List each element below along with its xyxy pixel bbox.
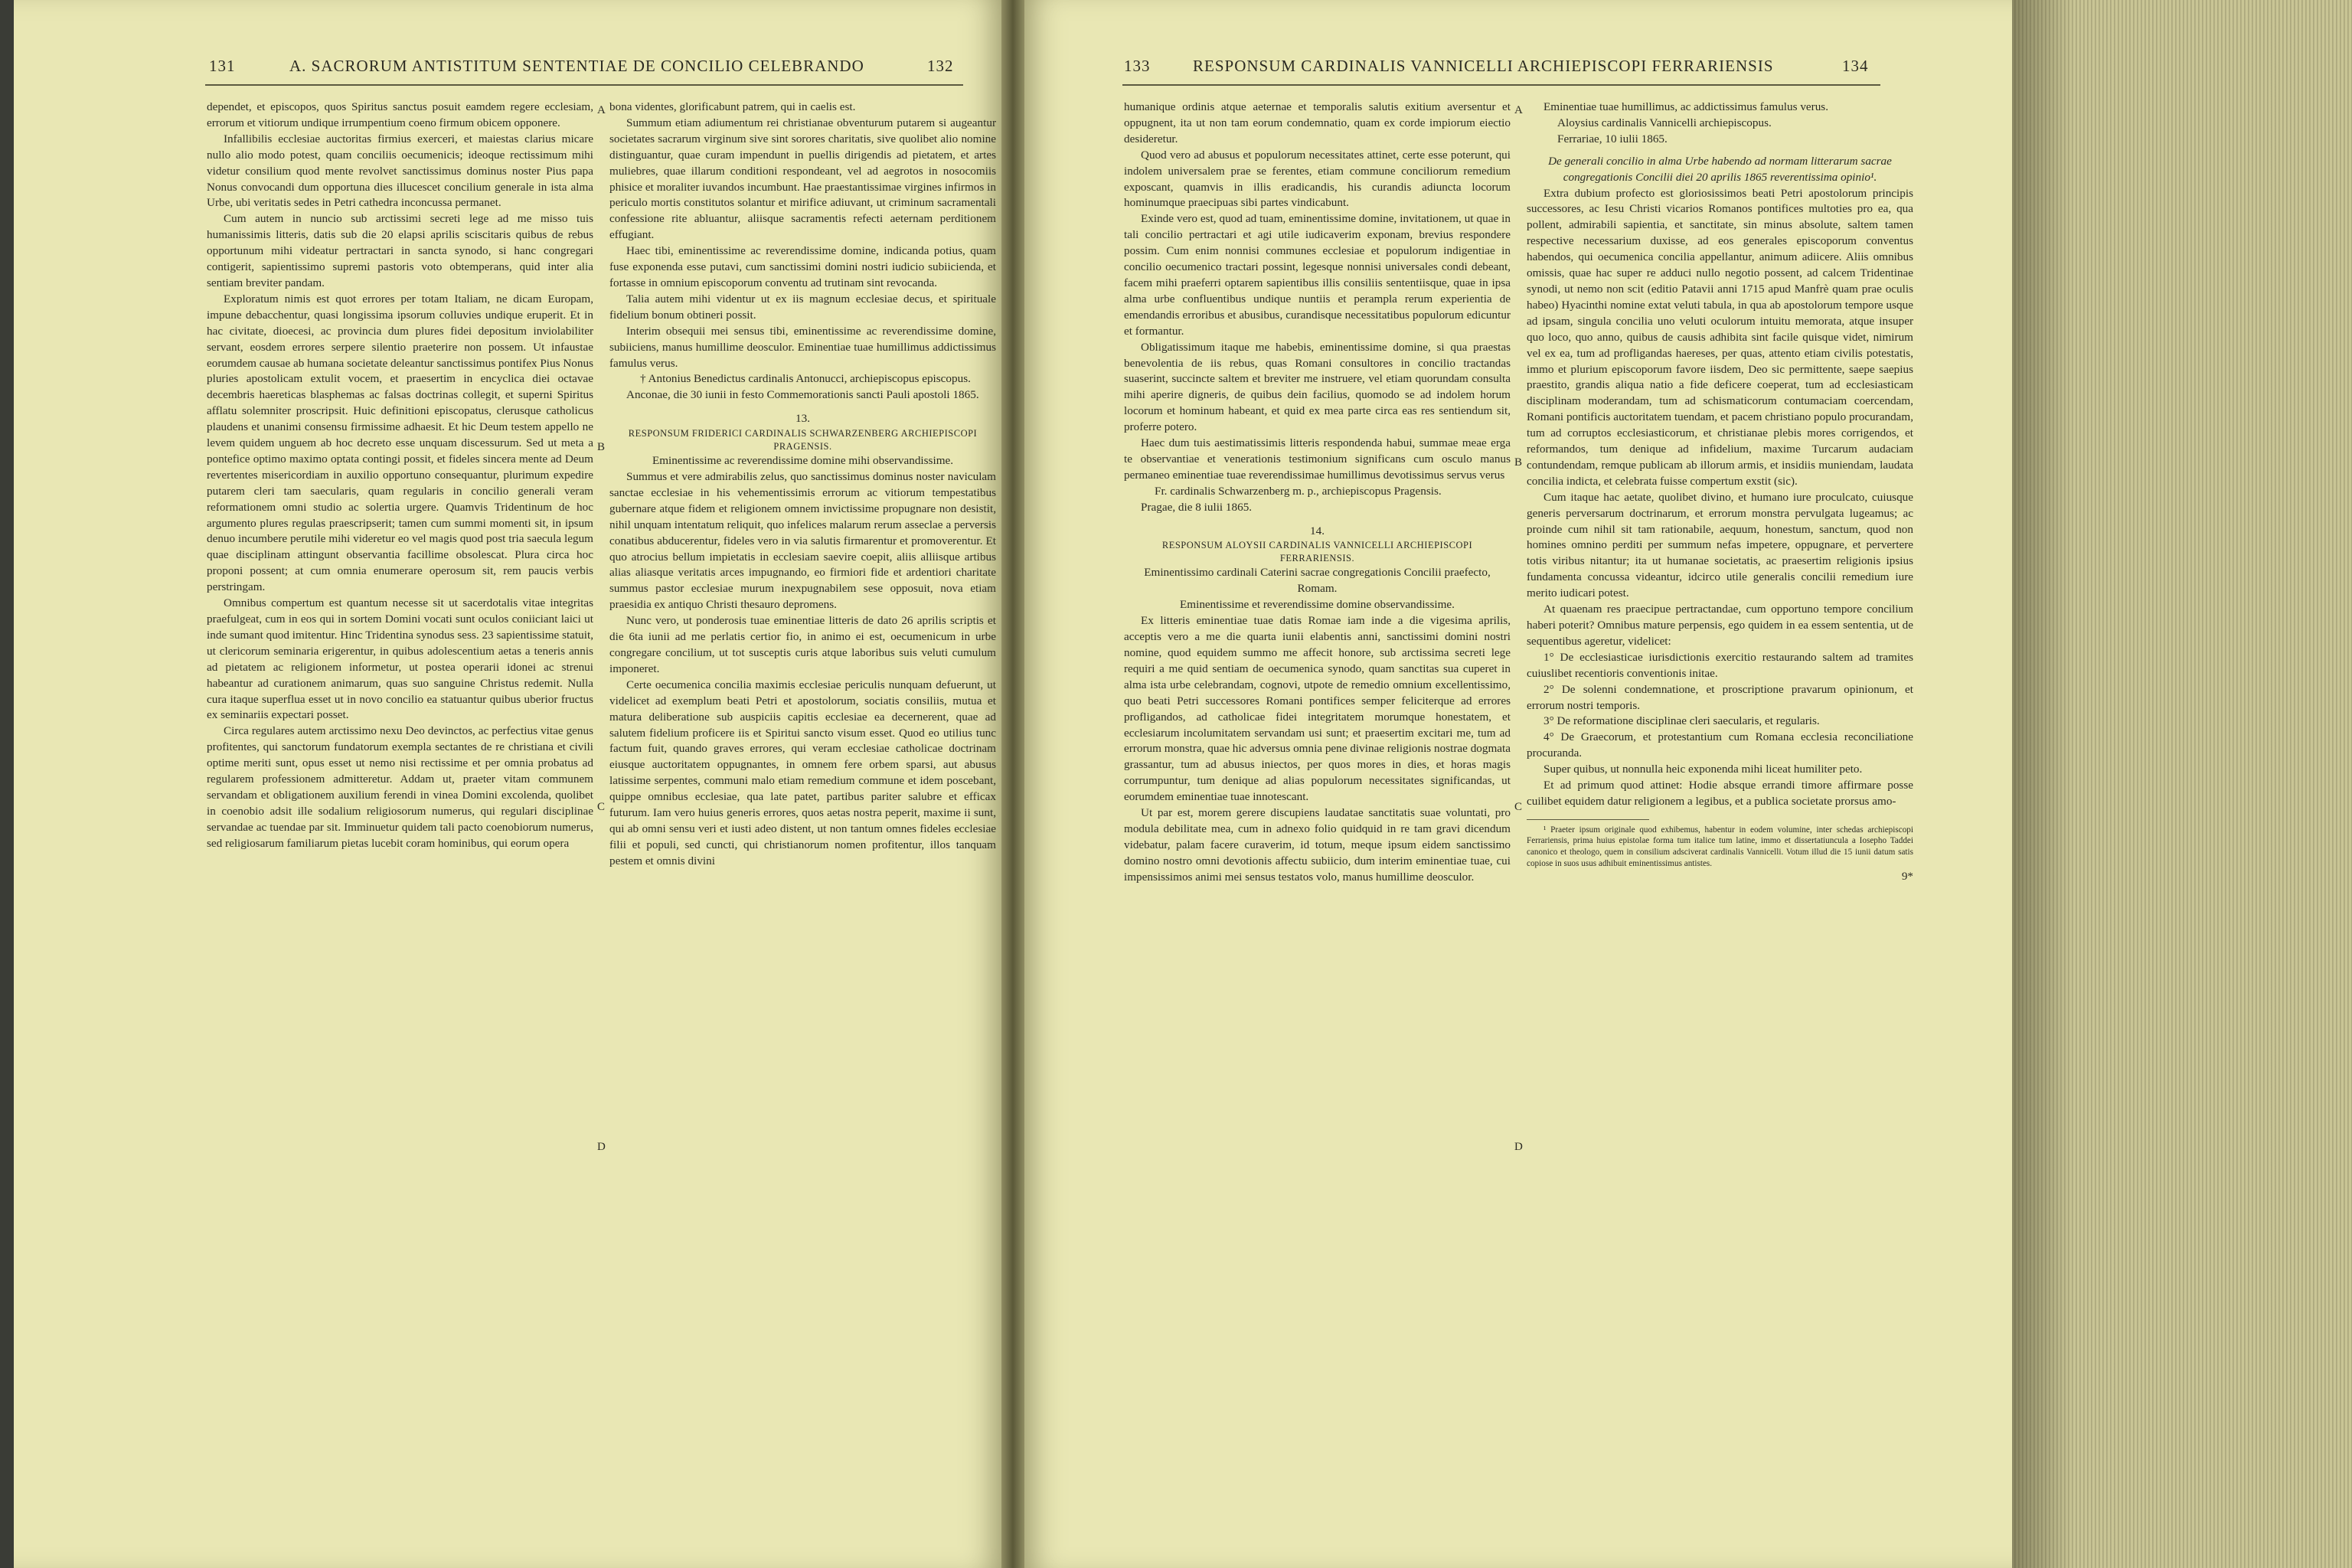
date-line: Anconae, die 30 iunii in festo Commemorationis sancti Pauli apostoli 1865. — [626, 388, 979, 402]
signature: Fr. cardinalis Schwarzenberg m. p., archiepiscopus Pragensis. — [1155, 484, 1442, 498]
margin-letter-d: D — [597, 1141, 606, 1153]
paragraph: Ex litteris eminentiae tuae datis Romae iam inde a die vigesima aprilis, acceptis vero a me die quarta iunii elabentis anni, sanctissimi domini nostri nomine, quod equidem summo me affecit honore, sub arctissima secreti lege requiri a me quid sentiam de oecumenica synodo, quam sanctitas sua cuperet in alma ista urbe celebrandam, cognovi, utpote de remedio omnium excellentissimo, quo beati Petri successores Romani pontifices semper feliciterque ad errores profligandos, ad catholicae fidei integritatem morumque honestatem, et ecclesiarum incolumitatem servandam usi sunt; et praesertim excitari me, tum ad errorum monstra, quae hic adversus omnia pene divinae religionis nostrae dogmata grassantur, tum ad abusus iniectos, per quos mores in dies, et horas magis corrumpuntur, tum denique ad alias populorum necessitates significandas, ut eorumdem eminentiae tuae innotescant. — [1124, 614, 1511, 804]
list-item: 4° De Graecorum, et protestantium cum Romana ecclesia reconciliatione procuranda. — [1527, 730, 1913, 760]
paragraph: Omnibus compertum est quantum necesse sit ut sacerdotalis vitae integritas praefulgeat, cum in eos qui in sortem Domini vocati sunt oculos coniiciant laici ut inde sumant quod imitentur. Hinc Tridentina synodus sess. 23 sapientissime statuit, ut clericorum seminaria erigerentur, in quibus adolescentium aetas a teneris annis ad pietatem ac religionem informetur, ut postea operarii idonei ac strenui habeantur ad curationem animarum, quas suo sanguine Christus redemit. Nulla cura itaque superflua esset ut in novo concilio ea statuantur quibus uberior fructus ex seminariis expectari posset. — [207, 596, 593, 722]
left-column-1 — [207, 100, 593, 852]
left-page-title: A. SACRORUM ANTISTITUM SENTENTIAE DE CONCILIO CELEBRANDO — [289, 57, 864, 75]
paragraph: Infallibilis ecclesiae auctoritas firmius exerceri, et maiestas clarius micare nullo alio modo potest, quam conciliis oecumenicis; ideoque rectissimum mihi videtur consilium quod mente revolvet sanctissimus dominus noster Pius papa Nonus convocandi dum opportuna dies illucescet concilium generale in ista alma Urbe, ubi veritatis sedes in Petri cathedra inconcussa permanet. — [207, 132, 593, 210]
salutation: Eminentissime et reverendissime domine observandissime. — [1180, 598, 1455, 612]
page-number-131: 131 — [209, 57, 236, 75]
section-number: 13. — [795, 412, 810, 426]
margin-letter-a: A — [597, 104, 606, 116]
margin-letter-c: C — [597, 801, 606, 813]
addressee: Eminentissimo cardinali Caterini sacrae congregationis Concilii praefecto, Romam. — [1144, 566, 1491, 596]
margin-letter-b: B — [1514, 456, 1523, 469]
paragraph: Certe oecumenica concilia maximis ecclesiae periculis nunquam defuerunt, ut videlicet ad exemplum beati Petri et apostolorum, sociatis consiliis, mutua et matura deliberatione sub auspiciis capitis ecclesiae ea decernerent, quae ad salutem fidelium proficere iis et Spiritui sancto visum esset. Quod eo utilius tunc factum fuit, quando graves errores, qui veram ecclesiae catholicae doctrinam eiusque auctoritatem oppugnantes, in omnem fere orbem sparsi, aut abusus latissime serpentes, communi malo etiam remedium commune et idem poscebant, quippe omnibus ecclesiae, qua late patet, partibus pariter salubre et efficax futurum. Iam vero huius generis errores, quos aetas nostra peperit, maxime ii sunt, qui ab omni sensu veri et iusti adeo distent, ut non tantum omnes fideles ecclesiae filii et populi, sed cuncti, qui christianorum nomen profitentur, illos tanquam pestem et omnis divini — [609, 678, 996, 867]
paragraph: At quaenam res praecipue pertractandae, cum opportuno tempore concilium haberi poterit? Omnibus mature perpensis, ego quidem in ea essem sententia, ut de sequentibus ageretur, videlicet: — [1527, 603, 1913, 648]
paragraph: Cum itaque hac aetate, quolibet divino, et humano iure proculcato, cuiusque generis perversarum doctrinarum, et errorum monstra pervulgata lugeamus; ac proinde cum nihil sit tam rationabile, aequum, honestum, sanctum, quod non homines omnino perditi per summum nefas impetere, oppugnare, et pervertere totis viribus nitantur; ita ut humanae societatis, ac praesertim religionis ipsius fundamenta concussa videantur, idcirco utile generalis concilii remedium iure merito iudicari potest. — [1527, 490, 1913, 600]
margin-letter-a: A — [1514, 104, 1523, 116]
footnote-rule — [1527, 819, 1649, 820]
paragraph: Exploratum nimis est quot errores per totam Italiam, ne dicam Europam, impune debacchentur, quasi longissima ipsorum colluvies undique eruperit. Et in hac civitate, dioecesi, ac provincia dum plures fidei depositum inviolabiliter servant, eosdem errores serpere silentio praeterire non possem. Ut infaustae eorumdem causae ab humana societate deleantur sanctissimus pontifex Pius Nonus pluries apostolicam extulit vocem, et praesertim in encyclica diei octavae decembris haereticas blasphemas ac falsas doctrinas collegit, et superni Spiritus afflatu solemniter proscripsit. Huic definitioni episcopatus, clerusque catholicus plaudens et unanimi consensu firmissime adhaesit. Et hic Deum testem appello ne levem quidem unguem ab hoc decreto esse unquam discessurum. Sed ut meta a pontefice optimo maximo optata contingi possit, et fideles sincera mente ad Deum revertentes misericordiam in auxilio opportuno consequantur, plurimum expedire putarem cleri tam saecularis, quam regularis in concilio generali veram reformationem omni studio ac solertia urgere. Quamvis Tridentinum de hoc argumento plures regulas praescripserit; tamen cum summi momenti sit, in ipsum denuo incumbere perutile mihi videretur eo vel magis quod post tria saecula legum quae disciplinam attingunt observantia facillime obsolescat. Plura circa hoc proponi possent; at cum omnia enumerare operosum sit, rem paucis verbis perstringam. — [207, 292, 593, 594]
paragraph: humanique ordinis atque aeternae et temporalis salutis exitium aversentur et oppugnent, ita ut non tam eorum condemnatio, quam ex corde impiorum eiectio desideretur. — [1124, 100, 1511, 145]
paragraph: Haec dum tuis aestimatissimis litteris respondenda habui, summae meae erga te observantiae et venerationis testimonium significans cum osculo manus permaneo eminentiae tuae reverendissimae humillimus devotissimus servus verus — [1124, 436, 1511, 482]
paragraph: Et ad primum quod attinet: Hodie absque errandi timore affirmare posse cuilibet equidem datur religionem a legibus, et a publica societate prorsus amo- — [1527, 779, 1913, 808]
paragraph: Summum etiam adiumentum rei christianae obventurum putarem si augeantur societates sacrarum virginum sive sint sorores charitatis, sive quolibet alio nomine distinguantur, quae curam impendunt in puellis dirigendis ad pietatem, et artes muliebres, quae illarum conditioni respondeant, vel ad aegrotos in nosocomiis phisice et moraliter iuvandos incumbunt. Hae praestantissimae virgines infirmos in periculo mortis constitutos solantur et mirifice adiuvant, ut criminum sacramentali confessione rite abluantur, aliisque sacramentis refecti aeternam perditionem effugiant. — [609, 116, 996, 242]
paragraph: Circa regulares autem arctissimo nexu Deo devinctos, ac perfectius vitae genus profitentes, qui sanctorum fundatorum exempla sectantes de re christiana et civili optime meriti sunt, opus esset ut nemo nisi rectissime et per omnia probatus ad regularem professionem admitteretur. Addam ut, praeter vitam communem servandam et obligationem auxilium ferendi in vinea Domini excolenda, quolibet in coenobio adsit ille sodalium religiosorum numerus, qui regulari disciplinae servandae ac tuendae par sit. Imminuetur quidem tali pacto coenobiorum numerus, sed religiosarum familiarum pietas lucebit coram hominibus, qui eorum opera — [207, 724, 593, 850]
book-gutter — [1001, 0, 1024, 1568]
paragraph: Exinde vero est, quod ad tuam, eminentissime domine, invitationem, ut quae in tali concilio pertractari et agi utile iudicaverim exponam, brevius respondere possim. Cum enim nonnisi communes ecclesiae et populorum indigentiae in concilio oecumenico tractari possint, legesque nonnisi universales condi debeant, facem mihi praeferri optarem sapientibus illis consiliis sententiisque, quae in ipsa alma urbe confluentibus undique nuntiis et perampla rerum experientia de emendandis erroribus et abusibus, curandisque necessitatibus populorum edicuntur et formantur. — [1124, 212, 1511, 338]
margin-letter-b: B — [597, 441, 606, 453]
header-rule — [205, 84, 963, 86]
paragraph: Ut par est, morem gerere discupiens laudatae sanctitatis suae voluntati, pro modula debilitate mea, cum in adnexo folio quidquid in re tam gravi dicendum videbatur, palam facere curaverim, id totum, meque ipsum eidem sanctissimo domino nostro omni devotionis affectu subiicio, dum interim eminentiae tuae, cui impensissimos animi mei sensus testatos volo, manus humillime deosculor. — [1124, 806, 1511, 884]
left-page — [14, 0, 1001, 1568]
page-number-132: 132 — [927, 57, 954, 75]
page-edges-shadow — [2012, 0, 2073, 1568]
list-item: 3° De reformatione disciplinae cleri saecularis, et regularis. — [1544, 714, 1820, 728]
signature-mark: 9* — [1901, 870, 1913, 884]
salutation: Eminentissime ac reverendissime domine mihi observandissime. — [652, 454, 954, 468]
paragraph: Talia autem mihi videntur ut ex iis magnum ecclesiae decus, et spirituale fidelium bonum obtineri possit. — [609, 292, 996, 322]
section-number: 14. — [1310, 524, 1325, 537]
closing-line: Eminentiae tuae humillimus, ac addictissimus famulus verus. — [1544, 100, 1829, 113]
paragraph: Obligatissimum itaque me habebis, eminentissime domine, si qua praestas benevolentia de iis rebus, quas Romani consultores in concilio tractandas suaserint, succincte saltem et breviter me instruere, vel etiam quorundam consulta mihi aperire digneris, de quibus dein facilius, quomodo se ad indolem horum locorum et hominum habeant, et quid ex mea parte circa eas res sentiendum sit, proferre potero. — [1124, 340, 1511, 434]
header-rule — [1122, 84, 1880, 86]
signature: Aloysius cardinalis Vannicelli archiepiscopus. — [1557, 116, 1772, 129]
paragraph: dependet, et episcopos, quos Spiritus sanctus posuit eamdem regere ecclesiam, errorum et vitiorum undique irrumpentium coeno firmum obicem opponere. — [207, 100, 593, 129]
signature: † Antonius Benedictus cardinalis Antonucci, archiepiscopus episcopus. — [640, 372, 971, 386]
list-item: 2° De solenni condemnatione, et proscriptione pravarum opinionum, et errorum nostri temporis. — [1527, 682, 1913, 712]
margin-letter-d: D — [1514, 1141, 1523, 1153]
paragraph: Quod vero ad abusus et populorum necessitates attinet, certe esse poterunt, qui indolem universalem prae se ferentes, etiam commune conciliorum remedium exposcant, quamvis in illis eradicandis, his curandis adiuncta locorum hominumque praecipuas sibi partes vindicabunt. — [1124, 148, 1511, 210]
margin-letter-c: C — [1514, 801, 1523, 813]
paragraph: Extra dubium profecto est gloriosissimos beati Petri apostolorum principis successores, ac Iesu Christi vicarios Romanos pontifices multoties pro ea, qua pollent, admirabili sapientia, et sanctitate, sin minus absolute, saltem tamen respective necessarium duxisse, ad eos generales episcoporum conventus habendos, qui oecumenica concilia appellantur, animum adiicere. Aliis omnibus omissis, quae hac super re adduci nullo negotio possent, ad calcem Tridentinae synodi, ut nemo non scit (editio Patavii anni 1715 apud Manfrè quam prae oculis habeo) Hyacinthi nomine extat veluti tabula, in qua ab apostolorum tempore usque ad ipsam, singula concilia uno veluti oculorum intuitu memorata, atque insuper quo loco, quo anno, quibus de causis adhibita sint facile quisque videt, nimirum vel ex ea, tum ad profligandas haereses, per quas, attento etiam civilis potestatis, immo et plurium episcoporum favore iisdem, Deo sic permittente, saepe saepius praestito, grandis aliqua natio a fide deficere coeperat, tum ad ecclesiasticam disciplinam moderandam, tum ad schismaticorum contumaciam coercendam, Romani pontificis auctoritatem tuendam, et pacem christiano populo procurandam, tum ad corruptos ecclesiasticorum, et christianae plebis mores corrigendos, et reformandos, tum denique ad infidelium, maxime Turcarum audaciam contundendam, remque publicam ab illorum armis, et insidiis muniendam, laudata concilia indicta, et celebrata fuisse compertum exstit (sic). — [1527, 186, 1913, 488]
right-column-2 — [1527, 100, 1913, 885]
date-line: Ferrariae, 10 iulii 1865. — [1557, 132, 1668, 145]
date-line: Pragae, die 8 iulii 1865. — [1141, 500, 1253, 514]
list-item: 1° De ecclesiasticae iurisdictionis exercitio restaurando saltem ad tramites cuiuslibet recentioris conventionis initae. — [1527, 650, 1913, 680]
paragraph: Interim obsequii mei sensus tibi, eminentissime ac reverendissime domine, subiiciens, manus humillime deosculor. Eminentiae tuae humillimus addictissimus famulus verus. — [609, 324, 996, 370]
page-number-133: 133 — [1124, 57, 1151, 75]
footnote: ¹ Praeter ipsum originale quod exhibemus, habentur in eodem volumine, inter schedas archiepiscopi Ferrariensis, prima huius epistolae forma tum italice tum latine, immo et dissertatiuncula a Iosepho Taddei canonico et theologo, quem in consilium adsciverat cardinalis Vannicelli. Votum illud die 15 iunii datum satis copiose in suos usus adhibuit eminentissimus antistes. — [1527, 825, 1913, 868]
right-page-title: RESPONSUM CARDINALIS VANNICELLI ARCHIEPISCOPI FERRARIENSIS — [1193, 57, 1774, 75]
paragraph: bona videntes, glorificabunt patrem, qui in caelis est. — [609, 100, 856, 113]
paragraph: Haec tibi, eminentissime ac reverendissime domine, indicanda potius, quam fuse exponenda esse putavi, cum sanctissimi domini nostri iudicio subiicienda, et fortasse in omnium episcoporum conventu ad trutinam sint revocanda. — [609, 244, 996, 289]
paragraph: Summus et vere admirabilis zelus, quo sanctissimus dominus noster naviculam sanctae ecclesiae in his vehementissimis errorum ac vitiorum tempestatibus gubernare atque fidem et religionem omnem invictissime propugnare non desistit, nihil unquam intentatum reliquit, quo infelices malarum rerum asseclae a perversis conatibus abducerentur, fideles vero in via salutis firmarentur et promoverentur. Et quo atrocius bellum impietatis in ecclesiam saevire coepit, aliis alliisque artibus alias aliasque veritatis arces impugnando, eo firmiori fide et ardentiori charitate summus pastor ecclesiae murum inexpugnabilem sese opposuit, nova etiam praesidia ex antiquo Christi thesauro depromens. — [609, 470, 996, 612]
right-page — [1024, 0, 2012, 1568]
page-number-134: 134 — [1842, 57, 1869, 75]
opinion-title: De generali concilio in alma Urbe habendo ad normam litterarum sacrae congregationis Concilii diei 20 aprilis 1865 reverentissima opinio¹. — [1548, 154, 1892, 184]
paragraph: Cum autem in nuncio sub arctissimi secreti lege ad me misso tuis humanissimis litteris, datis sub die 20 elapsi aprilis sciscitaris quibus de rebus opportunum mihi videatur pertractari in sancta synodo, si hanc congregari contigerit, sapientissimo supremi pastoris voto obtemperans, quid inter alia sentiam breviter pandam. — [207, 212, 593, 289]
paragraph: Nunc vero, ut ponderosis tuae eminentiae litteris de dato 26 aprilis scriptis et die 6ta iunii ad me perlatis certior fio, in animo ei est, oecumenicum in urbe congregare concilium, ut tot susceptis curis atque laboribus suis veluti cumulum imponeret. — [609, 614, 996, 675]
left-column-2 — [609, 100, 996, 870]
right-column-1 — [1124, 100, 1511, 886]
paragraph: Super quibus, ut nonnulla heic exponenda mihi liceat humiliter peto. — [1544, 763, 1863, 776]
section-heading: RESPONSUM FRIDERICI CARDINALIS SCHWARZENBERG ARCHIEPISCOPI PRAGENSIS. — [628, 428, 978, 452]
section-heading: RESPONSUM ALOYSII CARDINALIS VANNICELLI ARCHIEPISCOPI FERRARIENSIS. — [1161, 540, 1473, 564]
